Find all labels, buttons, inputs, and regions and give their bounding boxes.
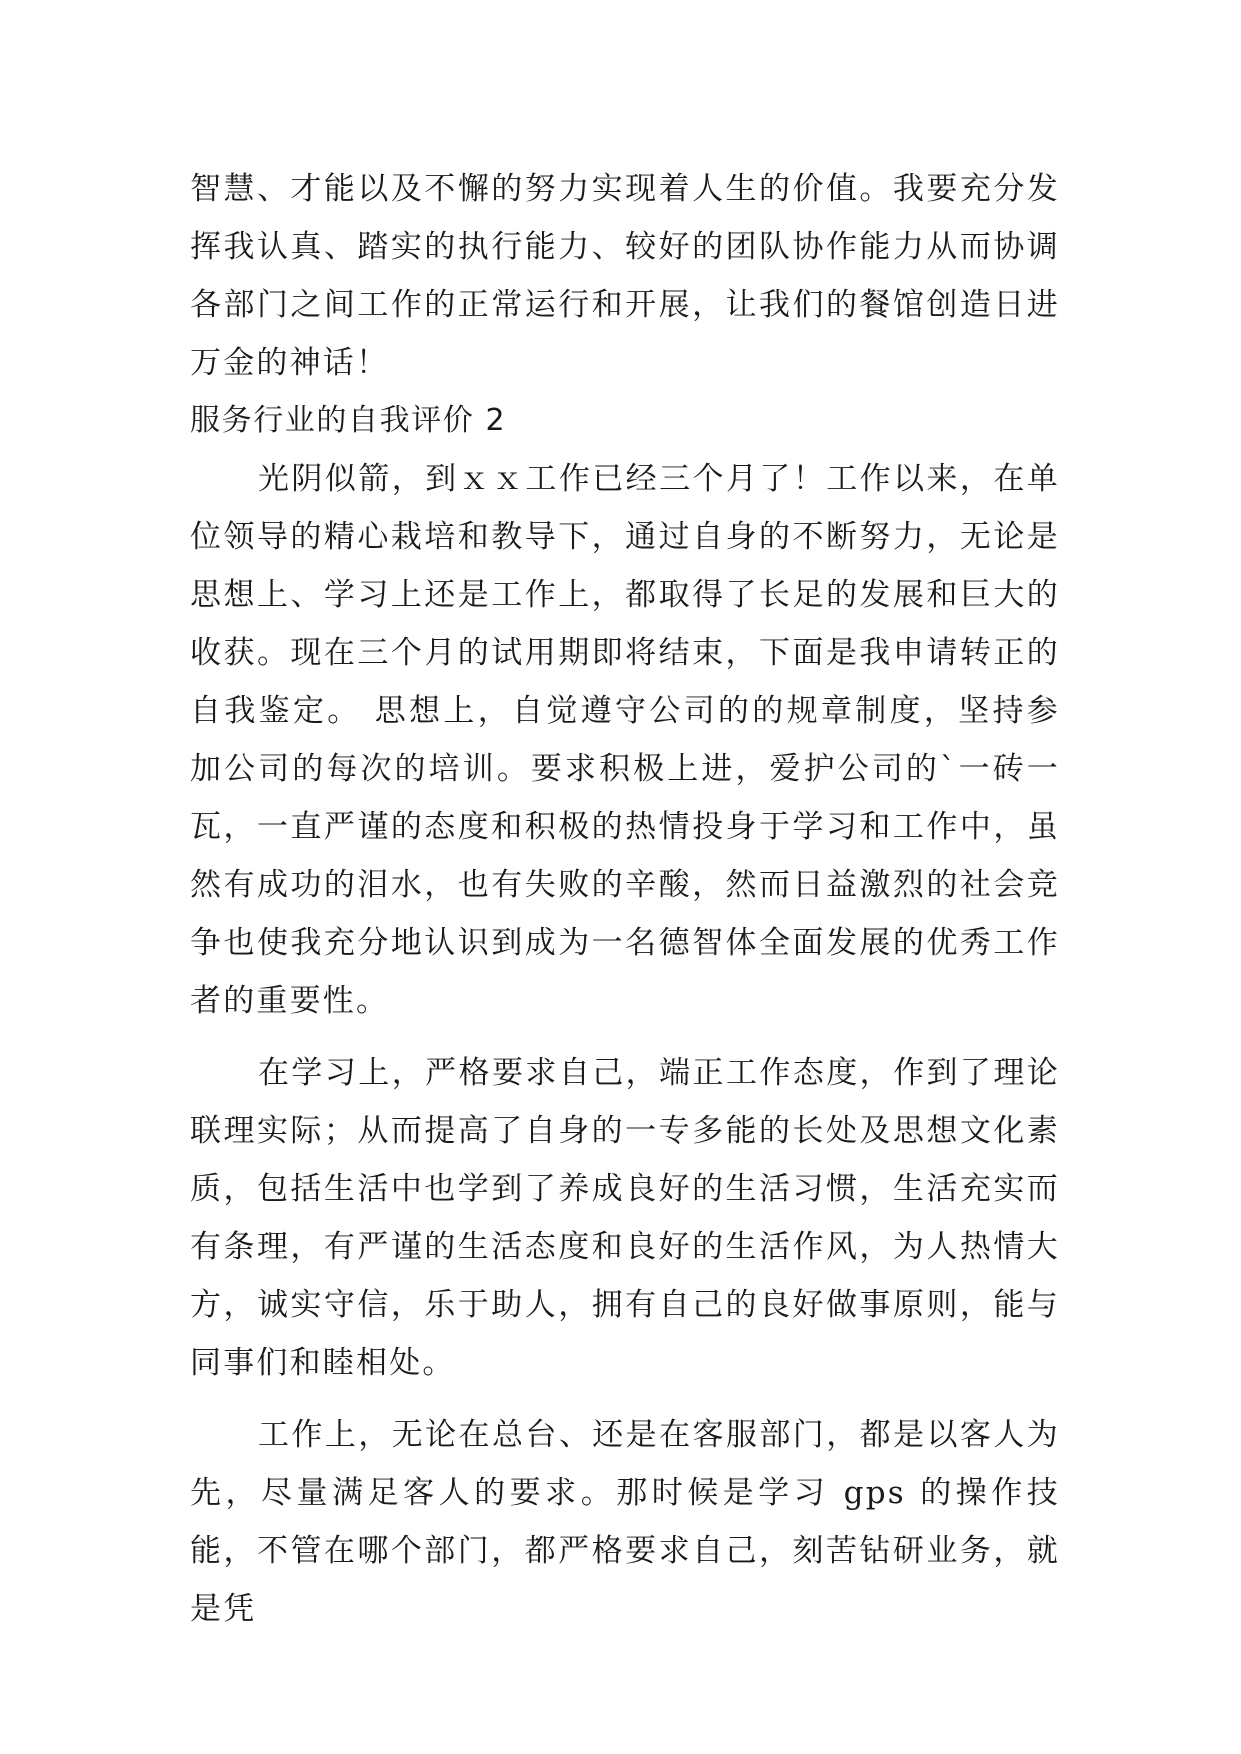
section-title: 服务行业的自我评价 2 [190, 403, 507, 438]
continuation-paragraph: 智慧、才能以及不懈的努力实现着人生的价值。我要充分发挥我认真、踏实的执行能力、较好的团队协作能力从而协调各部门之间工作的正常运行和开展，让我们的餐馆创造日进万金的神话！ [190, 171, 1060, 381]
document-body [190, 160, 1060, 1638]
paragraph-intro: 光阴似箭，到ｘｘ工作已经三个月了！工作以来，在单位领导的精心栽培和教导下，通过自身的不断努力，无论是思想上、学习上还是工作上，都取得了长足的发展和巨大的收获。现在三个月的试用期即将结束，下面是我申请转正的自我鉴定。 思想上，自觉遵守公司的的规章制度，坚持参加公司的每次的培训。要求积极上进，爱护公司的`一砖一瓦，一直严谨的态度和积极的热情投身于学习和工作中，虽然有成功的泪水，也有失败的辛酸，然而日益激烈的社会竞争也使我充分地认识到成为一名德智体全面发展的优秀工作者的重要性。 [190, 461, 1060, 1019]
paragraph-study: 在学习上，严格要求自己，端正工作态度，作到了理论联理实际；从而提高了自身的一专多能的长处及思想文化素质，包括生活中也学到了养成良好的生活习惯，生活充实而有条理，有严谨的生活态度和良好的生活作风，为人热情大方，诚实守信，乐于助人，拥有自己的良好做事原则，能与同事们和睦相处。 [190, 1055, 1060, 1381]
paragraph-work: 工作上，无论在总台、还是在客服部门，都是以客人为先，尽量满足客人的要求。那时候是学习 gps 的操作技能，不管在哪个部门，都严格要求自己，刻苦钻研业务，就是凭 [190, 1417, 1060, 1627]
